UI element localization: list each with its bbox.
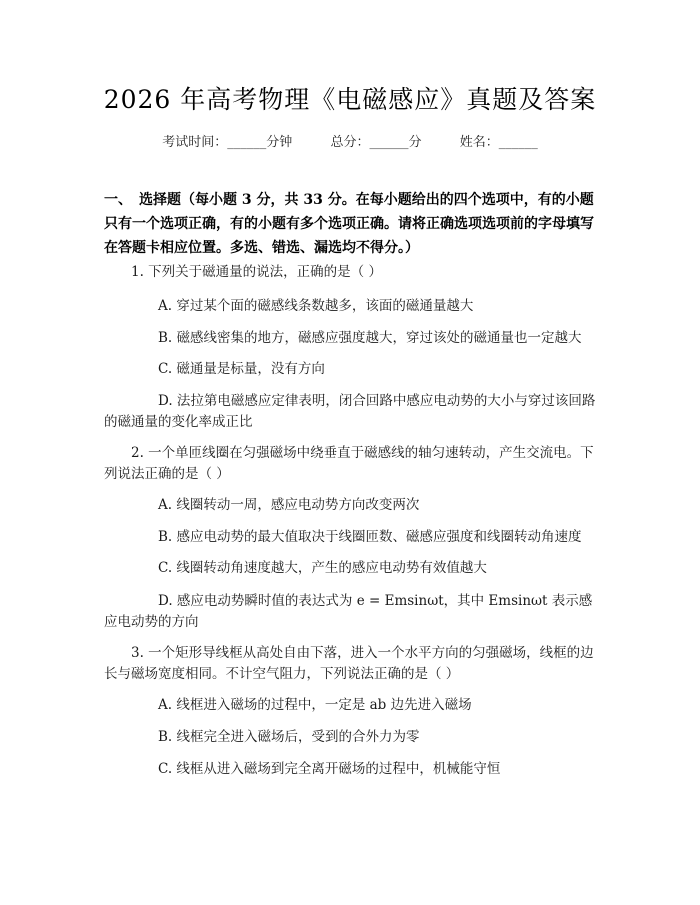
question-2-stem: 2. 一个单匝线圈在匀强磁场中绕垂直于磁感线的轴匀速转动，产生交流电。下列说法正确的是（ ）	[104, 445, 594, 482]
question-1-stem: 1. 下列关于磁通量的说法，正确的是（ ）	[131, 264, 382, 280]
total-score-field: 总分：______分	[330, 135, 422, 150]
page-title: 2026 年高考物理《电磁感应》真题及答案	[103, 85, 597, 114]
question-3-option-a: A. 线框进入磁场的过程中，一定是 ab 边先进入磁场	[158, 697, 472, 713]
question-2-option-c: C. 线圈转动角速度越大，产生的感应电动势有效值越大	[158, 560, 487, 576]
question-1-option-a: A. 穿过某个面的磁感线条数越多，该面的磁通量越大	[158, 298, 474, 314]
question-3-option-b: B. 线框完全进入磁场后，受到的合外力为零	[158, 729, 420, 745]
question-1-option-c: C. 磁通量是标量，没有方向	[158, 361, 325, 377]
exam-time-field: 考试时间：______分钟	[162, 135, 293, 150]
question-3-stem: 3. 一个矩形导线框从高处自由下落，进入一个水平方向的匀强磁场，线框的边长与磁场宽度相同。不计空气阻力，下列说法正确的是（ ）	[104, 645, 594, 682]
question-1-option-b: B. 磁感线密集的地方，磁感应强度越大，穿过该处的磁通量也一定越大	[158, 330, 582, 346]
question-2-option-d: D. 感应电动势瞬时值的表达式为 e = Emsinωt，其中 Emsinωt 表示感应电动势的方向	[104, 593, 593, 630]
question-2-option-a: A. 线圈转动一周，感应电动势方向改变两次	[158, 497, 420, 513]
question-1-option-d: D. 法拉第电磁感应定律表明，闭合回路中感应电动势的大小与穿过该回路的磁通量的变化率成正比	[104, 393, 596, 430]
student-name-field: 姓名：______	[459, 135, 538, 150]
question-2-option-b: B. 感应电动势的最大值取决于线圈匝数、磁感应强度和线圈转动角速度	[158, 529, 582, 545]
question-3-option-c: C. 线框从进入磁场到完全离开磁场的过程中，机械能守恒	[158, 761, 501, 777]
exam-meta	[0, 131, 700, 150]
section-heading: 一、 选择题（每小题 3 分，共 33 分。在每小题给出的四个选项中，有的小题只有一个选项正确，有的小题有多个选项正确。请将正确选项选项前的字母填写在答题卡相应位置。多选、错选、漏选均不得分。）	[104, 192, 594, 256]
